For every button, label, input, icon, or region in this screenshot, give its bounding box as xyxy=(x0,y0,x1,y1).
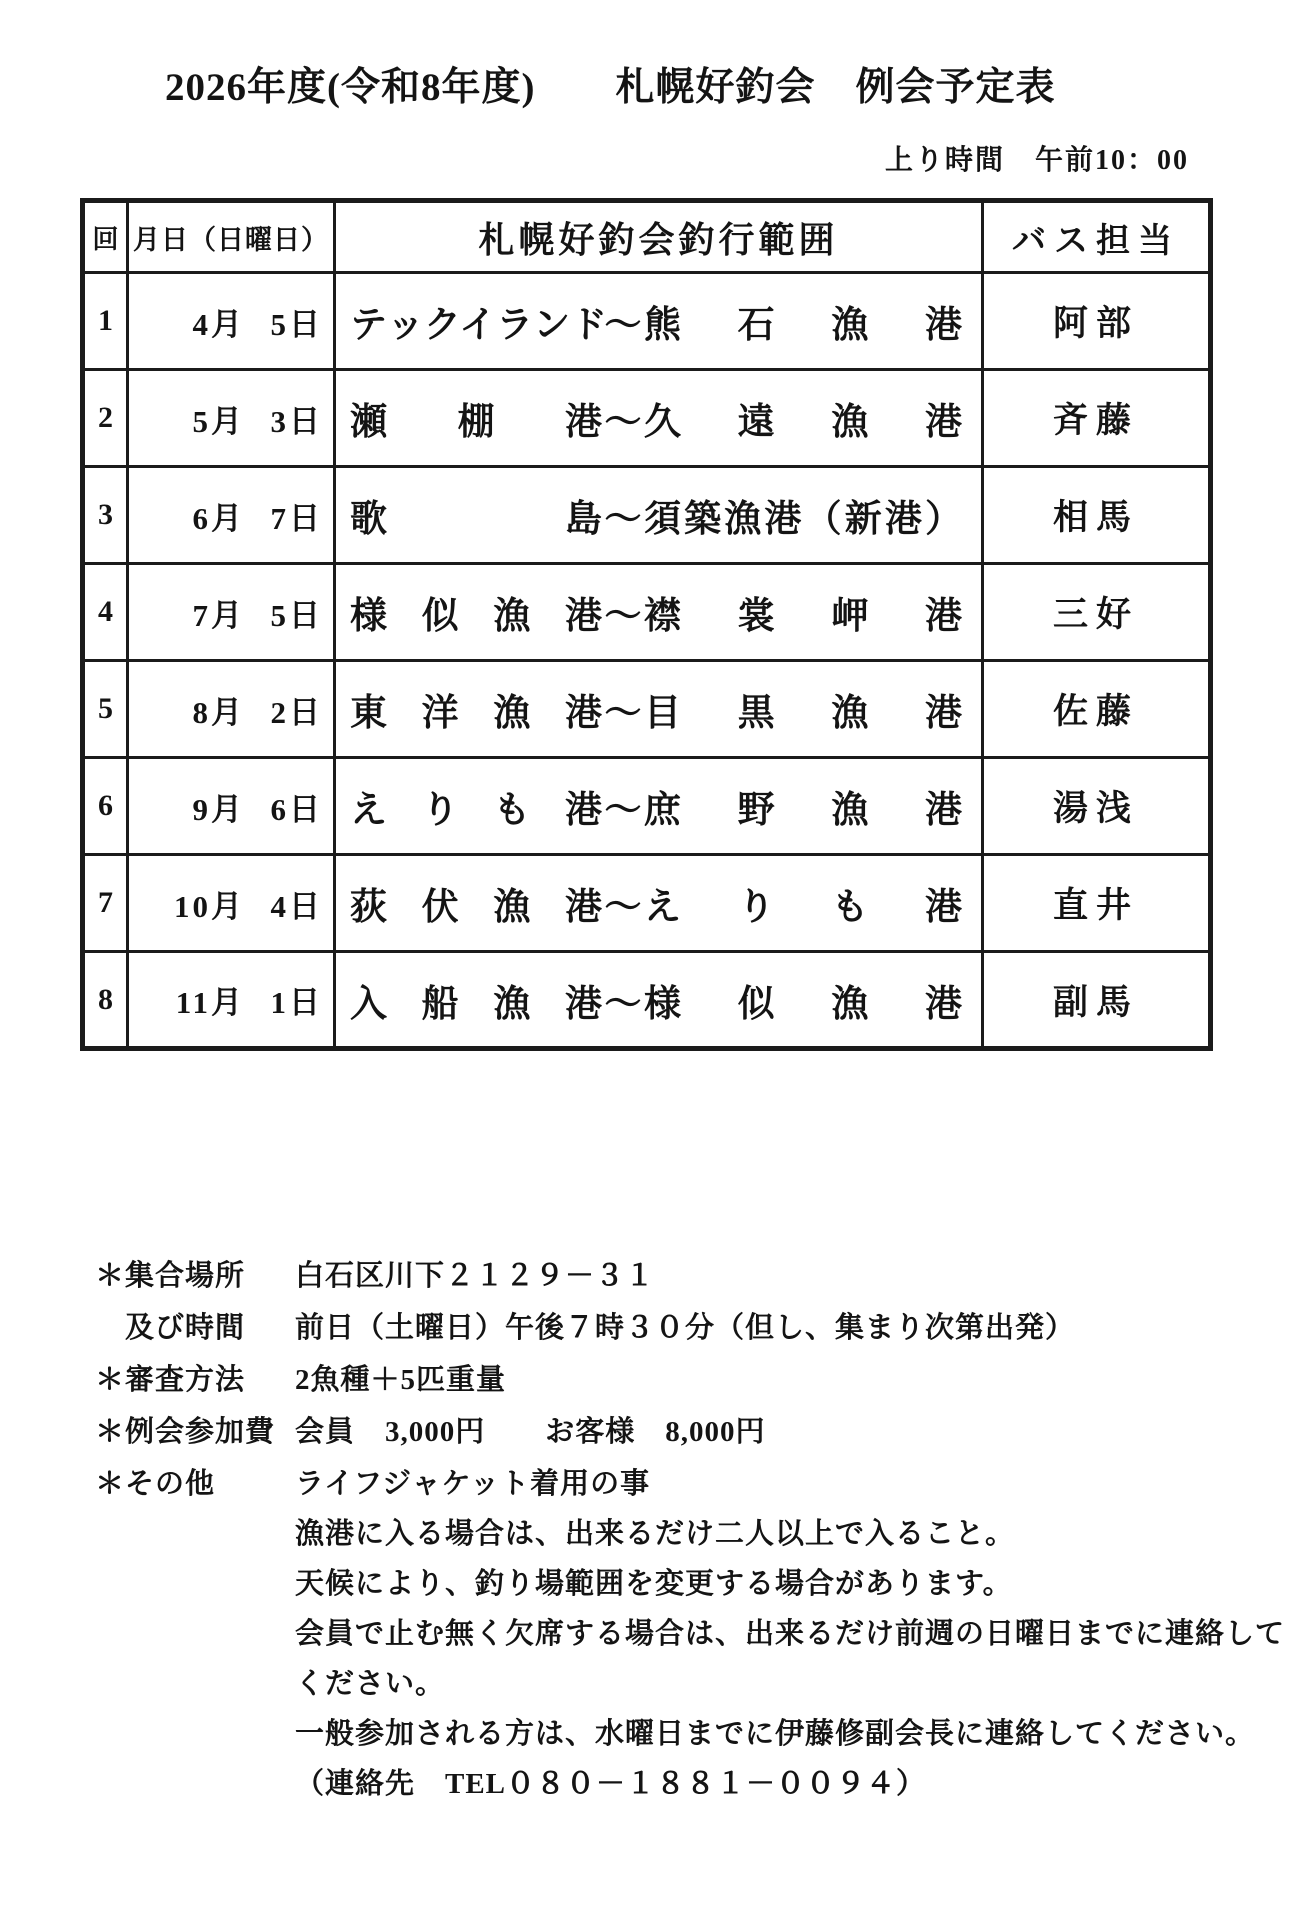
bus-cell: 阿部 xyxy=(983,273,1211,370)
bus-cell: 佐藤 xyxy=(983,661,1211,758)
note-line: ください。 xyxy=(295,1668,446,1700)
bus-cell: 三好 xyxy=(983,564,1211,661)
note-row xyxy=(95,1355,1309,1405)
departure-time-note: 上り時間 午前10：00 xyxy=(884,145,1189,176)
range-from: 入船漁港 xyxy=(350,983,602,1025)
range-separator: ～ xyxy=(604,983,642,1025)
note-row xyxy=(95,1459,1309,1809)
note-label: ＊例会参加費 xyxy=(95,1416,276,1448)
note-label: ＊集合場所 xyxy=(95,1260,246,1292)
header-bus: バス担当 xyxy=(983,201,1211,273)
round-number-cell: 3 xyxy=(83,467,128,564)
round-number-cell: 7 xyxy=(83,855,128,952)
range-to: 庶野漁港 xyxy=(644,790,962,831)
date-day: 6日 xyxy=(270,791,323,827)
range-to: 須築漁港（新港） xyxy=(644,499,962,540)
note-line: 2魚種＋5匹重量 xyxy=(295,1364,507,1396)
notes-section xyxy=(95,1251,1309,1809)
range-cell xyxy=(335,370,983,467)
table-header-row xyxy=(83,201,1211,273)
round-number-cell: 2 xyxy=(83,370,128,467)
date-day: 1日 xyxy=(270,985,323,1020)
range-to: えりも港 xyxy=(644,887,962,928)
range-from: 荻伏漁港 xyxy=(350,887,602,928)
header-date: 月日（日曜日） xyxy=(128,201,335,273)
range-cell xyxy=(335,467,983,564)
table-row xyxy=(83,952,1211,1049)
table-row xyxy=(83,273,1211,370)
range-cell xyxy=(335,273,983,370)
note-row xyxy=(95,1303,1309,1353)
table-row xyxy=(83,758,1211,855)
range-separator: ～ xyxy=(604,402,642,443)
round-number-cell: 6 xyxy=(83,758,128,855)
bus-cell: 相馬 xyxy=(983,467,1211,564)
date-cell xyxy=(128,370,335,467)
date-day: 2日 xyxy=(270,694,323,730)
note-line: 一般参加される方は、水曜日までに伊藤修副会長に連絡してください。 xyxy=(295,1718,1256,1750)
date-day: 5日 xyxy=(270,306,323,342)
range-from: テックイランド xyxy=(350,305,608,346)
range-cell xyxy=(335,952,983,1049)
header-round: 回 xyxy=(83,201,128,273)
note-row xyxy=(95,1251,1309,1301)
range-to: 襟裳岬港 xyxy=(644,596,962,637)
date-month: 6月 xyxy=(192,500,245,536)
date-day: 4日 xyxy=(270,888,323,924)
range-from: 瀬棚港 xyxy=(350,402,602,443)
range-cell xyxy=(335,661,983,758)
note-line: 会員 3,000円 お客様 8,000円 xyxy=(295,1416,766,1448)
table-row xyxy=(83,467,1211,564)
round-number-cell: 4 xyxy=(83,564,128,661)
bus-cell: 直井 xyxy=(983,855,1211,952)
range-to: 久遠漁港 xyxy=(644,402,962,443)
note-line: 白石区川下２１２９－３１ xyxy=(295,1260,656,1292)
note-row xyxy=(95,1407,1309,1457)
note-line: 会員で止む無く欠席する場合は、出来るだけ前週の日曜日までに連絡して xyxy=(295,1618,1286,1650)
note-line: 前日（土曜日）午後７時３０分（但し、集まり次第出発） xyxy=(295,1312,1076,1344)
header-range: 札幌好釣会釣行範囲 xyxy=(335,201,983,273)
date-cell xyxy=(128,855,335,952)
range-separator: ～ xyxy=(604,596,642,637)
date-month: 10月 xyxy=(174,888,245,924)
note-line: 天候により、釣り場範囲を変更する場合があります。 xyxy=(295,1568,1013,1600)
range-cell xyxy=(335,564,983,661)
date-cell xyxy=(128,661,335,758)
range-from: 東洋漁港 xyxy=(350,693,602,734)
date-day: 5日 xyxy=(270,597,323,633)
range-to: 様似漁港 xyxy=(644,983,962,1025)
range-separator: ～ xyxy=(604,693,642,734)
note-line: 漁港に入る場合は、出来るだけ二人以上で入ること。 xyxy=(295,1518,1016,1550)
round-number-cell: 5 xyxy=(83,661,128,758)
note-label: ＊その他 xyxy=(95,1468,216,1500)
date-day: 7日 xyxy=(270,500,323,536)
table-row xyxy=(83,370,1211,467)
schedule-table xyxy=(80,198,1213,1051)
bus-cell: 湯浅 xyxy=(983,758,1211,855)
range-to: 目黒漁港 xyxy=(644,693,962,734)
range-from: 様似漁港 xyxy=(350,596,602,637)
bus-cell: 副馬 xyxy=(983,952,1211,1049)
date-month: 11月 xyxy=(175,985,245,1020)
date-cell xyxy=(128,273,335,370)
range-to: 熊石漁港 xyxy=(644,305,962,346)
note-line: （連絡先 TEL０８０－１８８１－００９４） xyxy=(295,1768,927,1800)
note-line: ライフジャケット着用の事 xyxy=(295,1468,651,1500)
date-month: 8月 xyxy=(192,694,245,730)
round-number-cell: 8 xyxy=(83,952,128,1049)
date-cell xyxy=(128,952,335,1049)
table-row xyxy=(83,661,1211,758)
round-number-cell: 1 xyxy=(83,273,128,370)
range-from: えりも港 xyxy=(350,790,602,831)
date-cell xyxy=(128,467,335,564)
note-label: ＊審査方法 xyxy=(95,1364,246,1396)
document-title: 2026年度(令和8年度) 札幌好釣会 例会予定表 xyxy=(165,66,1056,109)
note-label: 及び時間 xyxy=(95,1312,246,1344)
date-cell xyxy=(128,564,335,661)
range-cell xyxy=(335,758,983,855)
date-month: 9月 xyxy=(192,791,245,827)
range-separator: ～ xyxy=(604,499,642,540)
table-row xyxy=(83,564,1211,661)
range-cell xyxy=(335,855,983,952)
date-month: 5月 xyxy=(192,403,245,439)
date-month: 4月 xyxy=(192,306,245,342)
date-day: 3日 xyxy=(270,403,323,439)
range-separator: ～ xyxy=(604,305,642,346)
range-from: 歌島 xyxy=(350,499,602,540)
bus-cell: 斉藤 xyxy=(983,370,1211,467)
table-row xyxy=(83,855,1211,952)
range-separator: ～ xyxy=(604,790,642,831)
range-separator: ～ xyxy=(604,887,642,928)
date-month: 7月 xyxy=(192,597,245,633)
date-cell xyxy=(128,758,335,855)
